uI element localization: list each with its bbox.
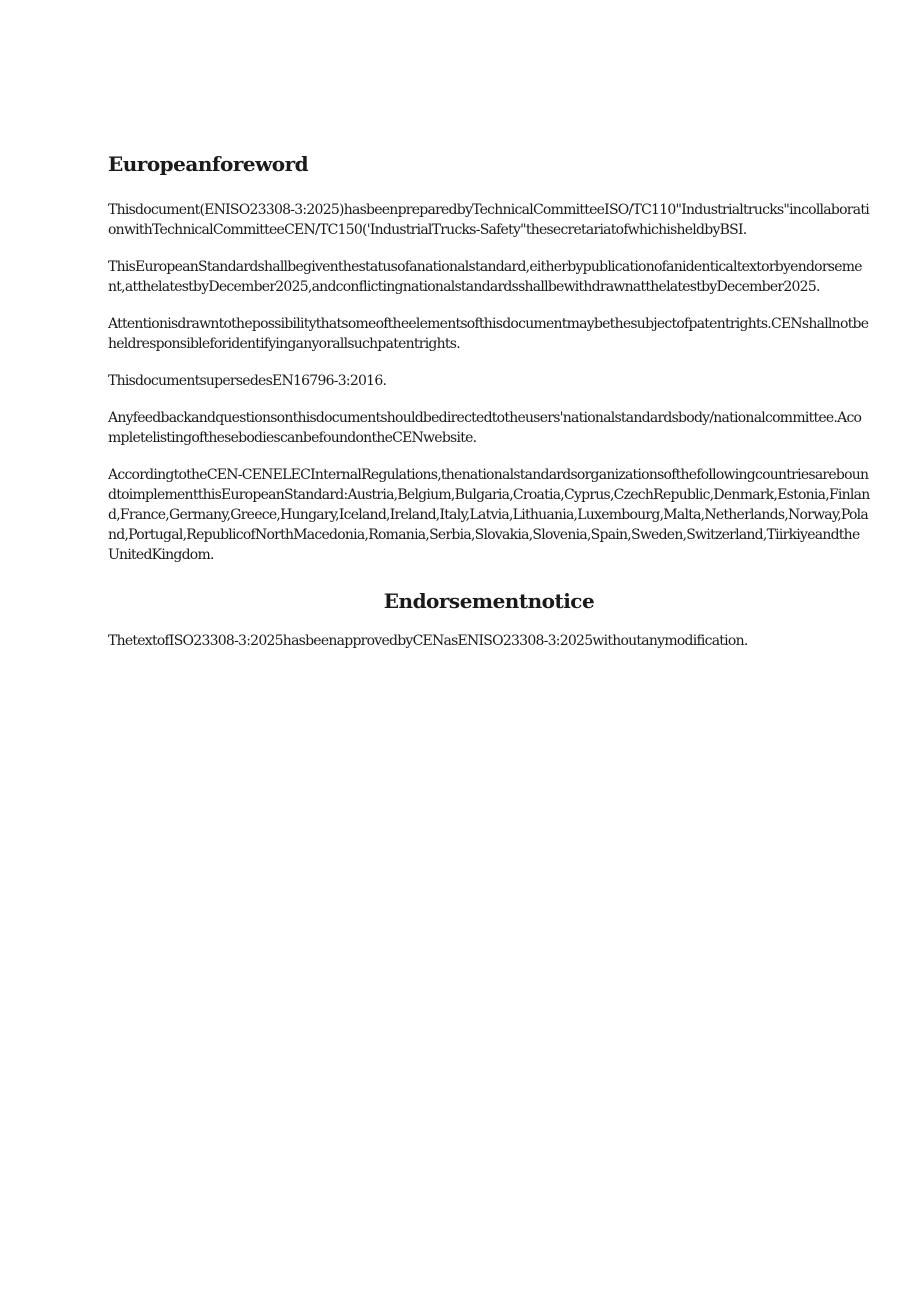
foreword-paragraph-supersedes: ThisdocumentsupersedesEN16796-3:2016.: [108, 373, 387, 389]
foreword-title: Europeanforeword: [108, 152, 309, 176]
endorsement-title: Endorsementnotice: [383, 589, 595, 613]
foreword-paragraph-preparation: Thisdocument(ENISO23308-3:2025)hasbeenpreparedbyTechnicalCommitteeISO/TC110"Industrialtrucks"incollaborationwithTechnicalCommitteeCEN/TC150('IndustrialTrucks-Safety"thesecretariatofwhichisheldbyBSI.: [108, 202, 869, 238]
foreword-paragraph-countries: AccordingtotheCEN-CENELECInternalRegulations,thenationalstandardsorganizationsofthefollowingcountriesareboundtoimplementthisEuropeanStandard:Austria,Belgium,Bulgaria,Croatia,Cyprus,CzechRepublic,Denmark,Estonia,Finland,France,Germany,Greece,Hungary,Iceland,Ireland,Italy,Latvia,Lithuania,Luxembourg,Malta,Netherlands,Norway,Poland,Portugal,RepublicofNorthMacedonia,Romania,Serbia,Slovakia,Slovenia,Spain,Sweden,Switzerland,TiirkiyeandtheUnitedKingdom.: [108, 467, 870, 563]
foreword-paragraph-patents: Attentionisdrawntothepossibilitythatsomeoftheelementsofthisdocumentmaybethesubjectofpatentrights.CENshallnotbeheldresponsibleforidentifyinganyorallsuchpatentrights.: [108, 316, 869, 352]
endorsement-text: ThetextofISO23308-3:2025hasbeenapprovedbyCENasENISO23308-3:2025withoutanymodification.: [108, 633, 748, 649]
document-page: [108, 150, 870, 668]
foreword-paragraph-feedback: Anyfeedbackandquestionsonthisdocumentshouldbedirectedtotheusers'nationalstandardsbody/nationalcommittee.AcompletelistingofthesebodiescanbefoundontheCENwebsite.: [108, 410, 862, 446]
foreword-paragraph-status: ThisEuropeanStandardshallbegiventhestatusofanationalstandard,eitherbypublicationofanidenticaltextorbyendorsement,atthelatestbyDecember2025,andconflictingnationalstandardsshallbewithdrawnatthelatestbyDecember2025.: [108, 259, 862, 295]
